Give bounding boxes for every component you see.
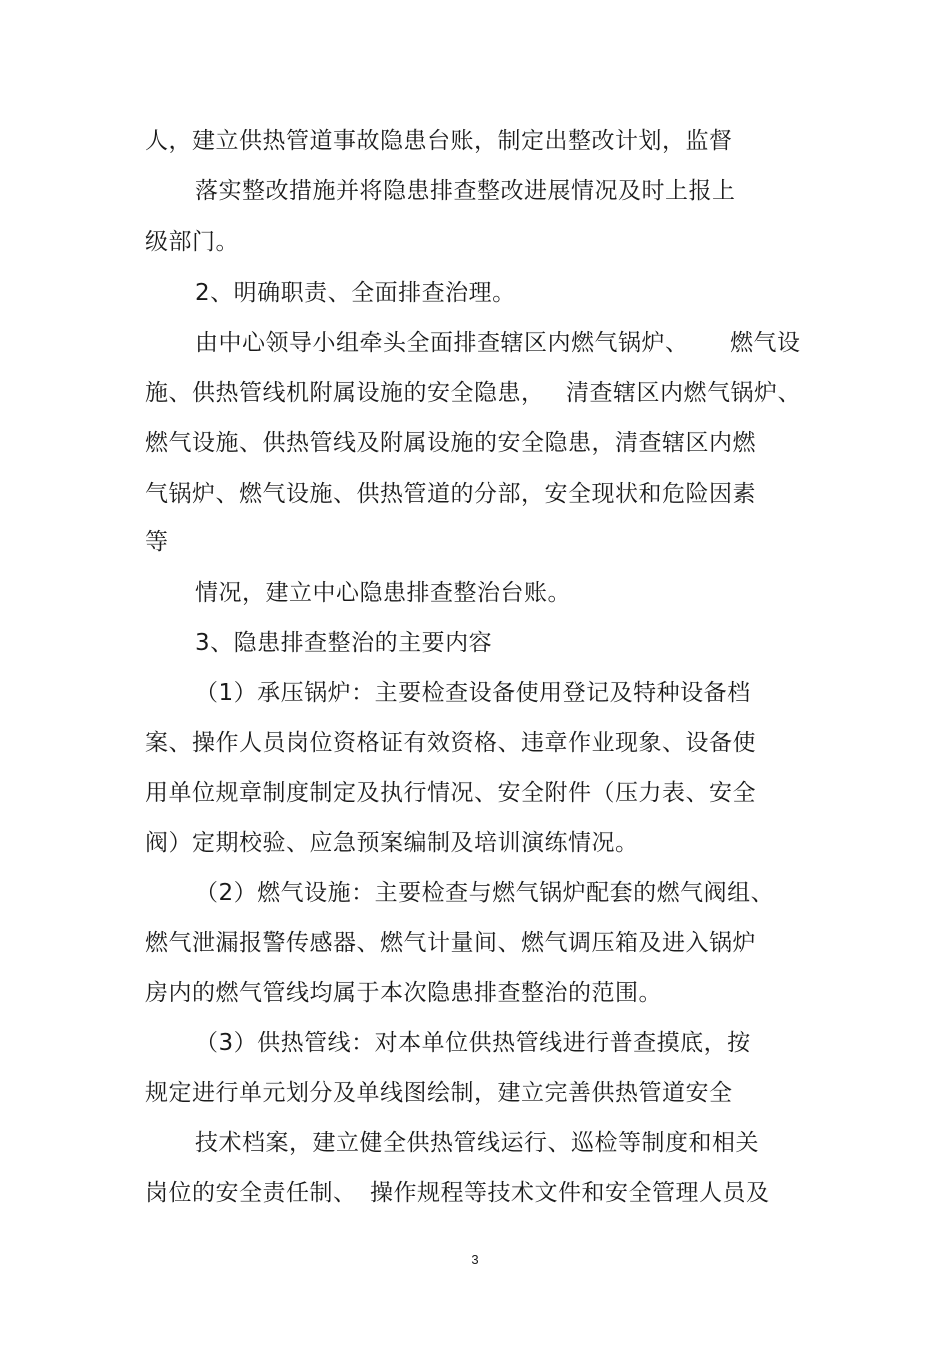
text-line: 清查辖区内燃气锅炉、 [566,380,801,406]
section-heading: 3、隐患排查整治的主要内容 [195,630,493,656]
text-line: 施、供热管线机附属设施的安全隐患， [145,380,545,406]
text-line: 由中心领导小组牵头全面排查辖区内燃气锅炉、 [195,330,689,356]
text-line: 等 [145,529,169,555]
text-line: 用单位规章制度制定及执行情况、安全附件（压力表、安全 [145,780,756,806]
text-line: 人，建立供热管道事故隐患台账，制定出整改计划，监督 [145,128,733,154]
text-line: 岗位的安全责任制、 [145,1180,357,1206]
text-line: （3）供热管线：对本单位供热管线进行普查摸底，按 [195,1030,751,1056]
text-line: 燃气泄漏报警传感器、燃气计量间、燃气调压箱及进入锅炉 [145,930,756,956]
page-number: 3 [471,1252,479,1267]
text-line: 级部门。 [145,229,239,255]
text-line: 情况，建立中心隐患排查整治台账。 [195,580,571,606]
text-line: 阀）定期校验、应急预案编制及培训演练情况。 [145,830,639,856]
text-line: 操作规程等技术文件和安全管理人员及 [370,1180,770,1206]
text-line: 燃气设 [730,330,801,356]
text-line: 气锅炉、燃气设施、供热管道的分部，安全现状和危险因素 [145,481,756,507]
text-line: 房内的燃气管线均属于本次隐患排查整治的范围。 [145,980,662,1006]
text-line: （1）承压锅炉：主要检查设备使用登记及特种设备档 [195,680,751,706]
text-line: （2）燃气设施：主要检查与燃气锅炉配套的燃气阀组、 [195,880,775,906]
text-line: 规定进行单元划分及单线图绘制，建立完善供热管道安全 [145,1080,733,1106]
text-line: 案、操作人员岗位资格证有效资格、违章作业现象、设备使 [145,730,756,756]
section-heading: 2、明确职责、全面排查治理。 [195,280,516,306]
text-line: 落实整改措施并将隐患排查整改进展情况及时上报上 [195,178,736,204]
text-line: 燃气设施、供热管线及附属设施的安全隐患，清查辖区内燃 [145,430,756,456]
text-line: 技术档案，建立健全供热管线运行、巡检等制度和相关 [195,1130,759,1156]
